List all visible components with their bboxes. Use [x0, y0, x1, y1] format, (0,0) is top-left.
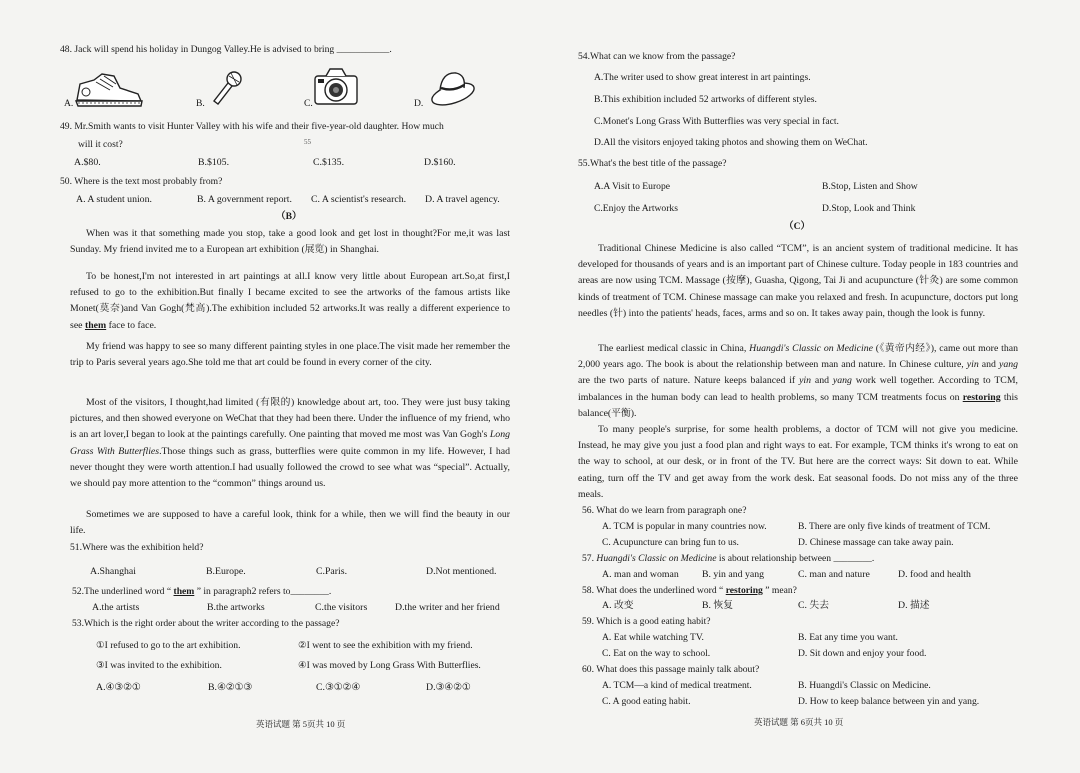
- passage-b-paragraph-2: To be honest,I'm not interested in art paintings at all.I know very little about European art.So,at first,I refused to go to the exhibition.But finally I became excited to see the artworks of the famous artists like Monet(莫奈)and Van Gogh(梵高).The exhibition included 52 artworks.It was really a different experience to see them face to face.: [70, 271, 510, 331]
- q48-option-d-label: D.: [414, 98, 424, 109]
- q52-option-c: C.the visitors: [315, 602, 368, 613]
- q51-option-c: C.Paris.: [316, 566, 348, 577]
- q56-option-c: C. Acupuncture can bring fun to us.: [602, 537, 739, 548]
- section-c-heading: （C）: [784, 221, 811, 232]
- q59-option-d: D. Sit down and enjoy your food.: [798, 648, 927, 659]
- passage-b-paragraph-3: My friend was happy to see so many different painting styles in one place.The visit made her remember the trip to Paris several years ago.She told me that art could be found in every corner of the city.: [70, 341, 510, 369]
- q49-option-b: B.$105.: [198, 157, 230, 168]
- left-page-footer: 英语试题 第 5页共 10 页: [256, 719, 346, 729]
- section-b-heading: （B）: [276, 211, 302, 222]
- q58-option-c: C. 失去: [798, 600, 830, 611]
- q57-option-b: B. yin and yang: [702, 569, 765, 580]
- q54-stem: 54.What can we know from the passage?: [578, 51, 736, 62]
- q54-option-c: C.Monet's Long Grass With Butterflies was very special in fact.: [594, 116, 839, 127]
- right-page-footer: 英语试题 第 6页共 10 页: [754, 717, 844, 727]
- q48-stem: 48. Jack will spend his holiday in Dungog Valley.He is advised to bring ___________.: [60, 44, 392, 55]
- q59-option-a: A. Eat while watching TV.: [602, 632, 704, 643]
- q55-option-a: A.A Visit to Europe: [594, 181, 670, 192]
- q54-option-a: A.The writer used to show great interest in art paintings.: [594, 72, 811, 83]
- q59-option-c: C. Eat on the way to school.: [602, 648, 711, 659]
- q53-stem: 53.Which is the right order about the writer according to the passage?: [72, 618, 340, 629]
- q56-option-b: B. There are only five kinds of treatment of TCM.: [798, 521, 991, 532]
- q49-options: [74, 157, 494, 169]
- q53-option-b: B.④②①③: [208, 682, 253, 693]
- q50-option-a: A. A student union.: [76, 194, 152, 205]
- q53-item-1: ①I refused to go to the art exhibition.: [96, 640, 241, 651]
- q51-option-d: D.Not mentioned.: [426, 566, 497, 577]
- q60-option-c: C. A good eating habit.: [602, 696, 691, 707]
- q48-option-a-label: A.: [64, 98, 74, 109]
- sneaker-icon: [74, 70, 144, 108]
- q50-stem: 50. Where is the text most probably from?: [60, 176, 223, 187]
- q49-option-d: D.$160.: [424, 157, 456, 168]
- underlined-word-them: them: [84, 319, 107, 331]
- q60-option-b: B. Huangdi's Classic on Medicine.: [798, 680, 931, 691]
- underlined-word-restoring: restoring: [962, 391, 1001, 403]
- q52-stem: 52.The underlined word “ them ” in paragraph2 refers to________.: [72, 586, 332, 597]
- passage-b-paragraph-4: Most of the visitors, I thought,had limited (有限的) knowledge about art, too. They were just busy taking pictures, and then showed everyone on WeChat that they had been there. Under the influence of my friend, who is an art lover,I began to look at the paintings carefully. One painting that moved me most was Van Gogh's Long Grass With Butterflies.Those things such as grass, butterflies were quite common in my life. However, I had never thought they were worth attention.I had usually followed the crowd to see what was “special”. Actually, we should pay more attention to the “common” things around us.: [70, 397, 510, 490]
- q51-stem: 51.Where was the exhibition held?: [70, 542, 204, 553]
- q53-option-c: C.③①②④: [316, 682, 361, 693]
- passage-b-paragraph-1: When was it that something made you stop, take a good look and get lost in thought?For me,it was last Sunday. My friend invited me to a European art exhibition (展览) in Shanghai.: [70, 228, 510, 256]
- q60-stem: 60. What does this passage mainly talk about?: [582, 664, 760, 675]
- q49-option-c: C.$135.: [313, 157, 345, 168]
- q59-stem: 59. Which is a good eating habit?: [582, 616, 711, 627]
- q48-option-c-label: C.: [304, 98, 313, 109]
- q50-option-c: C. A scientist's research.: [311, 194, 407, 205]
- q51-option-b: B.Europe.: [206, 566, 246, 577]
- q59-option-b: B. Eat any time you want.: [798, 632, 898, 643]
- q50-options: [76, 194, 516, 206]
- q60-option-a: A. TCM—a kind of medical treatment.: [602, 680, 752, 691]
- passage-c-paragraph-3: To many people's surprise, for some health problems, a doctor of TCM will not give you medicine. Instead, he may give you just a food plan and right ways to eat. For example, TCM thinks it's wrong to eat on the way to school, at our desk, or in front of the TV. But here are the correct ways: Sit down to eat. While eating, turn off the TV and get away from the work desk. Eat seasonal foods. Do not miss any of the three meals.: [578, 424, 1018, 500]
- q51-option-a: A.Shanghai: [90, 566, 136, 577]
- passage-c-paragraph-1: Traditional Chinese Medicine is also called “TCM”, is an ancient system of traditional medicine. It has developed for thousands of years and is an important part of Chinese culture. Today people in 183 countries and areas are now using TCM. Massage (按摩), Guasha, Qigong, Tai Ji and acupuncture (针灸) are some common kinds of treatment of TCM. Chinese massage can make you relaxed and fresh. In acupuncture, doctors put long needles (针) into the patients' heads, faces, arms and so on. It takes away pain, though the look is funny.: [578, 243, 1018, 319]
- q49-stem-cont: will it cost?: [78, 139, 123, 150]
- q53-option-d: D.③④②①: [426, 682, 471, 693]
- handwritten-mark: 55: [304, 138, 311, 146]
- q52-option-d: D.the writer and her friend: [395, 602, 500, 613]
- q49-option-a: A.$80.: [74, 157, 101, 168]
- q52-option-b: B.the artworks: [207, 602, 265, 613]
- q51-options: [90, 566, 510, 578]
- q55-option-d: D.Stop, Look and Think: [822, 203, 916, 214]
- q57-option-c: C. man and nature: [798, 569, 870, 580]
- q57-option-d: D. food and health: [898, 569, 971, 580]
- microphone-icon: [206, 68, 246, 108]
- q54-option-b: B.This exhibition included 52 artworks of different styles.: [594, 94, 817, 105]
- q53-item-3: ③I was invited to the exhibition.: [96, 660, 222, 671]
- q57-stem: 57. Huangdi's Classic on Medicine is about relationship between ________.: [582, 553, 875, 564]
- q57-option-a: A. man and woman: [602, 569, 679, 580]
- q52-options: [92, 602, 512, 614]
- q55-option-b: B.Stop, Listen and Show: [822, 181, 918, 192]
- q58-option-d: D. 描述: [898, 600, 930, 611]
- q49-stem: 49. Mr.Smith wants to visit Hunter Valley with his wife and their five-year-old daughter. How much: [60, 121, 444, 132]
- q57-options: [602, 569, 1022, 581]
- passage-b-paragraph-5: Sometimes we are supposed to have a careful look, think for a while, then we will find the beauty in our life.: [70, 509, 510, 537]
- q54-option-d: D.All the visitors enjoyed taking photos and showing them on WeChat.: [594, 137, 868, 148]
- q58-option-b: B. 恢复: [702, 600, 734, 611]
- q53-options: [96, 682, 516, 694]
- q52-option-a: A.the artists: [92, 602, 140, 613]
- q53-item-2: ②I went to see the exhibition with my friend.: [298, 640, 473, 651]
- q50-option-d: D. A travel agency.: [425, 194, 500, 205]
- q56-option-a: A. TCM is popular in many countries now.: [602, 521, 767, 532]
- q55-option-c: C.Enjoy the Artworks: [594, 203, 678, 214]
- q48-option-b-label: B.: [196, 98, 205, 109]
- camera-icon: [312, 64, 360, 108]
- q55-stem: 55.What's the best title of the passage?: [578, 158, 727, 169]
- q58-option-a: A. 改变: [602, 600, 634, 611]
- passage-c-paragraph-2: The earliest medical classic in China, Huangdi's Classic on Medicine (《黄帝内经》), came out more than 2,000 years ago. The book is about the relationship between man and nature. In Chinese culture, yin and yang are the two parts of nature. Nature keeps balanced if yin and yang work well together. According to TCM, imbalances in the human body can lead to health problems, so many TCM treatments focus on restoring this balance(平衡).: [578, 343, 1019, 419]
- q50-option-b: B. A government report.: [197, 194, 292, 205]
- sun-hat-icon: [428, 66, 478, 108]
- q56-option-d: D. Chinese massage can take away pain.: [798, 537, 954, 548]
- q58-stem: 58. What does the underlined word “ restoring ” mean?: [582, 585, 797, 596]
- q60-option-d: D. How to keep balance between yin and yang.: [798, 696, 980, 707]
- q53-item-4: ④I was moved by Long Grass With Butterflies.: [298, 660, 481, 671]
- q56-stem: 56. What do we learn from paragraph one?: [582, 505, 747, 516]
- q58-options: [602, 600, 1022, 612]
- q53-option-a: A.④③②①: [96, 682, 141, 693]
